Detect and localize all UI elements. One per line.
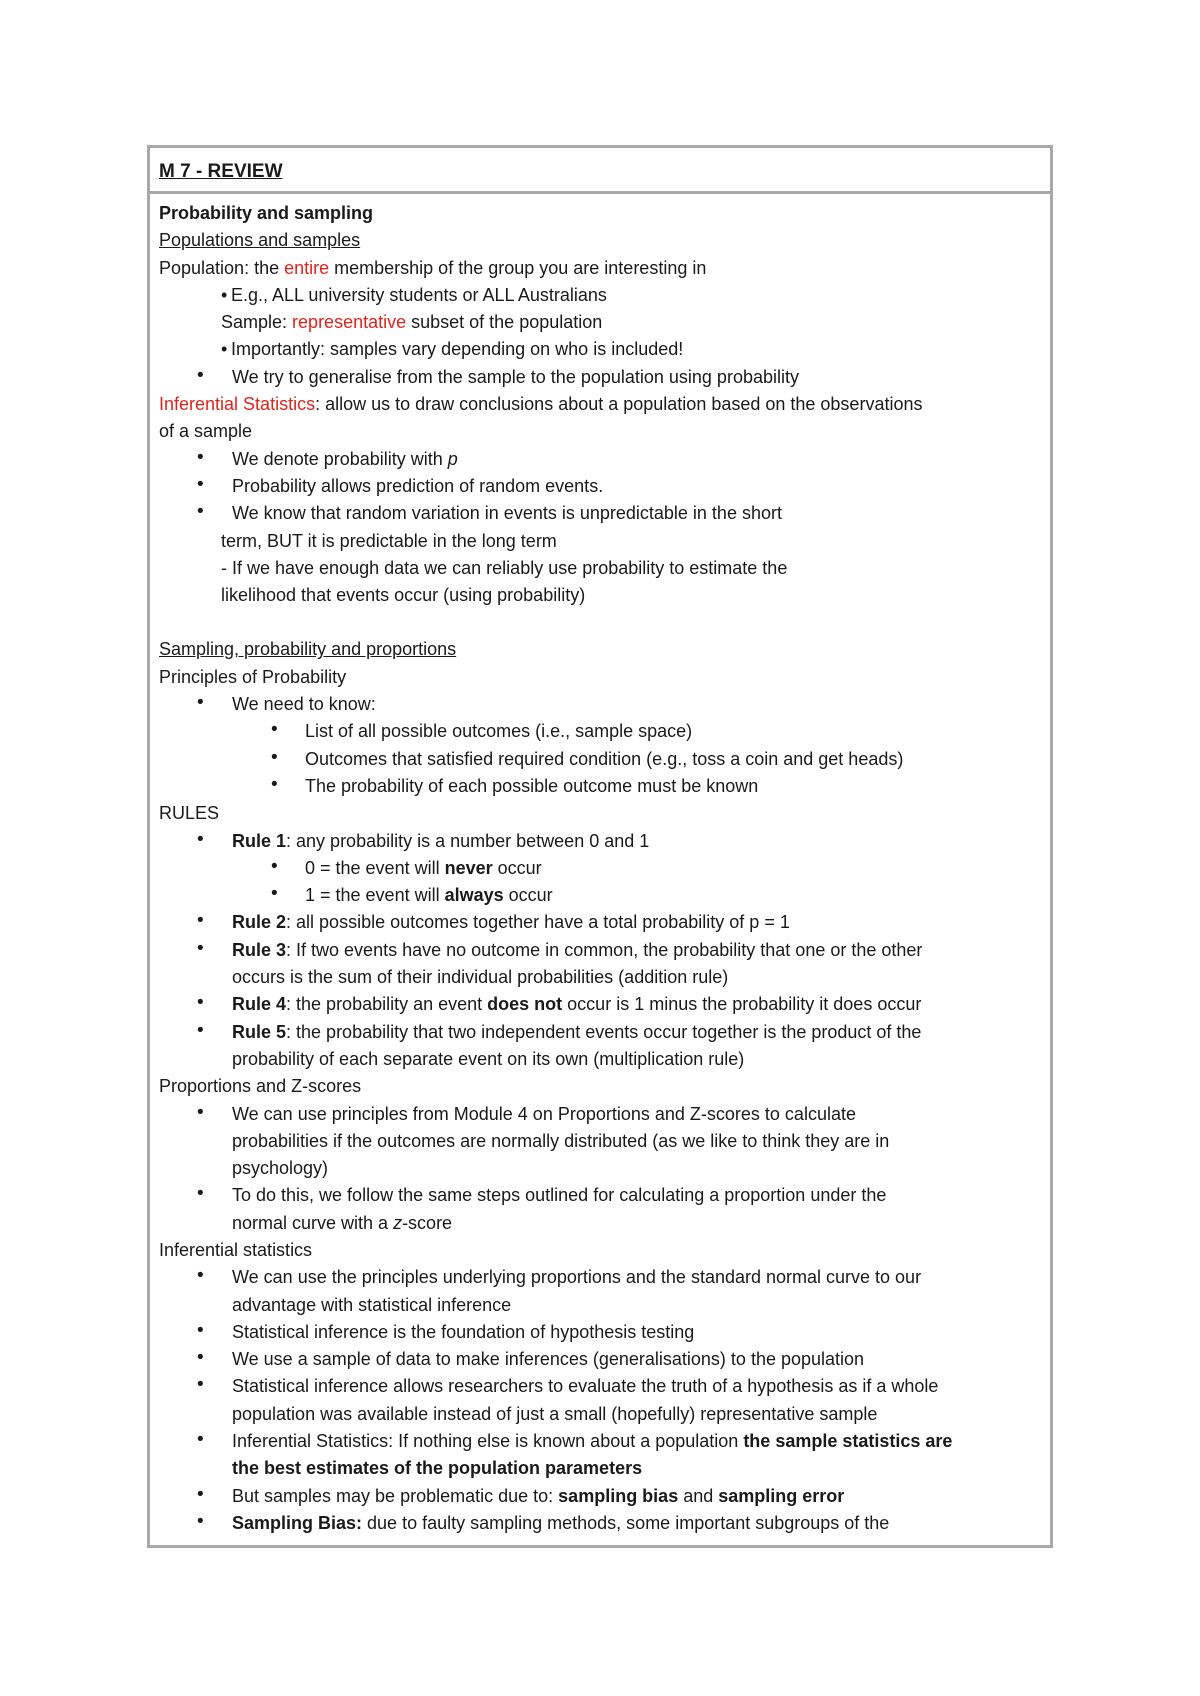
notes-body [150, 194, 1050, 1537]
subheading-populations: Populations and samples [159, 230, 361, 251]
inferential-cont: of a sample [159, 421, 253, 442]
rule-item: • Rule 5: the probability that two independent events occur together is the product of the [159, 1019, 1050, 1046]
rule-item: • Rule 1: any probability is a number between 0 and 1 [159, 828, 1050, 855]
sub-list-item: • List of all possible outcomes (i.e., sample space) [159, 718, 1050, 745]
rule-item: • Rule 3: If two events have no outcome in common, the probability that one or the other [159, 937, 1050, 964]
rule-item: • Rule 2: all possible outcomes together have a total probability of p = 1 [159, 909, 1050, 936]
principles-heading: Principles of Probability [159, 666, 347, 687]
list-item-cont: the best estimates of the population parameters [232, 1458, 643, 1479]
list-item-cont: psychology) [232, 1158, 329, 1179]
list-item-cont: advantage with statistical inference [232, 1294, 512, 1315]
list-item: • We can use principles from Module 4 on Proportions and Z-scores to calculate [159, 1101, 1050, 1128]
list-item-cont: normal curve with a z-score [232, 1212, 453, 1233]
subheading-sampling: Sampling, probability and proportions [159, 639, 457, 660]
list-item-cont: population was available instead of just a small (hopefully) representative sample [232, 1403, 878, 1424]
list-item-cont: probabilities if the outcomes are normally distributed (as we like to think they are in [232, 1130, 890, 1151]
note-line: likelihood that events occur (using probability) [221, 585, 586, 606]
list-item: • Statistical inference is the foundation of hypothesis testing [159, 1319, 1050, 1346]
rule-item: • Rule 4: the probability an event does not occur is 1 minus the probability it does occur [159, 991, 1050, 1018]
document-table [147, 145, 1053, 1548]
list-item-cont: term, BUT it is predictable in the long term [221, 530, 557, 551]
prop-z-heading: Proportions and Z-scores [159, 1076, 362, 1097]
sample-line: Sample: representative subset of the population [221, 312, 603, 333]
list-item: • Statistical inference allows researchers to evaluate the truth of a hypothesis as if a whole [159, 1373, 1050, 1400]
population-line: Population: the entire membership of the group you are interesting in [159, 257, 707, 278]
sub-list-item: • Outcomes that satisfied required condition (e.g., toss a coin and get heads) [159, 746, 1050, 773]
inferential-line: Inferential Statistics: allow us to draw conclusions about a population based on the observations [159, 394, 923, 415]
list-item: • We know that random variation in events is unpredictable in the short [159, 500, 1050, 527]
list-item: • We use a sample of data to make inferences (generalisations) to the population [159, 1346, 1050, 1373]
sub-list-item: • 1 = the event will always occur [159, 882, 1050, 909]
list-item: • To do this, we follow the same steps outlined for calculating a proportion under the [159, 1182, 1050, 1209]
note-line: - If we have enough data we can reliably use probability to estimate the [221, 557, 788, 578]
list-item: • We try to generalise from the sample to the population using probability [159, 364, 1050, 391]
spacer [159, 609, 1050, 636]
rule-item-cont: occurs is the sum of their individual probabilities (addition rule) [232, 967, 729, 988]
eg-line: • E.g., ALL university students or ALL Australians [221, 284, 607, 305]
inf-stats-heading: Inferential statistics [159, 1239, 313, 1260]
page-title: M 7 - REVIEW [150, 148, 1050, 194]
rule-item-cont: probability of each separate event on its own (multiplication rule) [232, 1048, 745, 1069]
sub-list-item: • 0 = the event will never occur [159, 855, 1050, 882]
rules-heading: RULES [159, 803, 220, 824]
list-item: • Inferential Statistics: If nothing else is known about a population the sample statistics are [159, 1428, 1050, 1455]
list-item: • Probability allows prediction of random events. [159, 473, 1050, 500]
list-item: • We need to know: [159, 691, 1050, 718]
sub-list-item: • The probability of each possible outcome must be known [159, 773, 1050, 800]
section-heading: Probability and sampling [159, 203, 374, 223]
list-item: • We can use the principles underlying proportions and the standard normal curve to our [159, 1264, 1050, 1291]
list-item: • But samples may be problematic due to: sampling bias and sampling error [159, 1483, 1050, 1510]
list-item: • We denote probability with p [159, 446, 1050, 473]
list-item: • Sampling Bias: due to faulty sampling methods, some important subgroups of the [159, 1510, 1050, 1537]
importantly-line: • Importantly: samples vary depending on who is included! [221, 339, 684, 360]
